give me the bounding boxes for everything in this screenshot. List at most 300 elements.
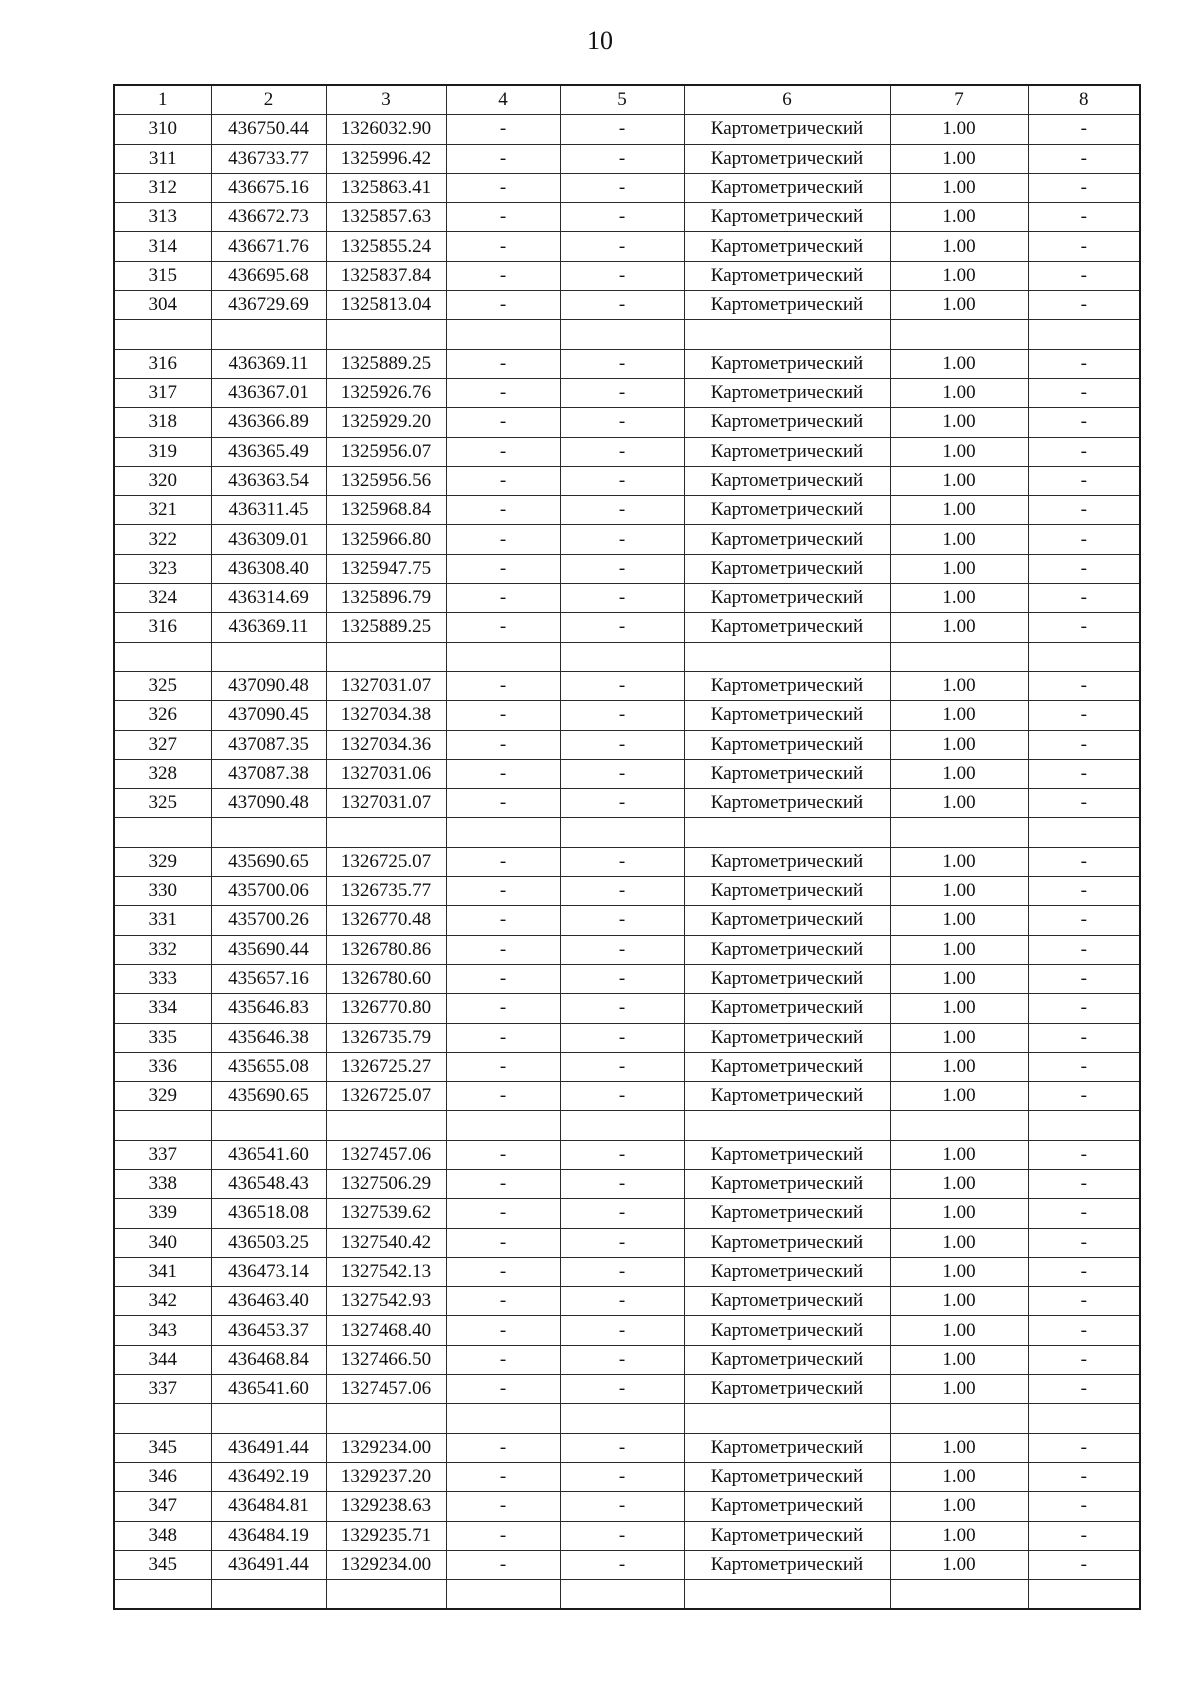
point-number-cell — [114, 1404, 211, 1433]
y-coordinate-cell: 1327542.93 — [326, 1287, 446, 1316]
x-coordinate-cell: 436491.44 — [211, 1550, 326, 1579]
col-4-cell: - — [446, 525, 560, 554]
x-coordinate-cell — [211, 1580, 326, 1610]
col-5-cell: - — [560, 203, 684, 232]
col-5-cell: - — [560, 1550, 684, 1579]
x-coordinate-cell: 436369.11 — [211, 349, 326, 378]
col-5-cell: - — [560, 613, 684, 642]
header-cell-1: 1 — [114, 85, 211, 115]
col-8-cell: - — [1028, 144, 1140, 173]
x-coordinate-cell: 437090.48 — [211, 671, 326, 700]
col-4-cell: - — [446, 554, 560, 583]
table-row — [114, 173, 1140, 202]
x-coordinate-cell: 436311.45 — [211, 496, 326, 525]
y-coordinate-cell — [326, 818, 446, 847]
col-5-cell: - — [560, 1345, 684, 1374]
point-number-cell: 316 — [114, 613, 211, 642]
x-coordinate-cell: 436541.60 — [211, 1140, 326, 1169]
point-number-cell: 312 — [114, 173, 211, 202]
table-row — [114, 1550, 1140, 1579]
y-coordinate-cell: 1327540.42 — [326, 1228, 446, 1257]
col-5-cell: - — [560, 115, 684, 144]
accuracy-cell: 1.00 — [890, 584, 1028, 613]
y-coordinate-cell: 1327031.06 — [326, 759, 446, 788]
y-coordinate-cell: 1325837.84 — [326, 261, 446, 290]
accuracy-cell: 1.00 — [890, 1228, 1028, 1257]
col-4-cell: - — [446, 964, 560, 993]
accuracy-cell: 1.00 — [890, 378, 1028, 407]
col-5-cell: - — [560, 1492, 684, 1521]
method-cell: Картометрический — [684, 906, 890, 935]
col-8-cell — [1028, 818, 1140, 847]
col-8-cell: - — [1028, 964, 1140, 993]
point-number-cell — [114, 320, 211, 349]
method-cell: Картометрический — [684, 1375, 890, 1404]
point-number-cell: 337 — [114, 1140, 211, 1169]
x-coordinate-cell: 436541.60 — [211, 1375, 326, 1404]
table-row — [114, 349, 1140, 378]
header-cell-7: 7 — [890, 85, 1028, 115]
col-8-cell: - — [1028, 994, 1140, 1023]
page-number: 10 — [587, 26, 613, 55]
x-coordinate-cell: 436468.84 — [211, 1345, 326, 1374]
col-8-cell: - — [1028, 115, 1140, 144]
col-4-cell: - — [446, 232, 560, 261]
y-coordinate-cell — [326, 320, 446, 349]
point-number-cell: 321 — [114, 496, 211, 525]
col-4-cell: - — [446, 935, 560, 964]
method-cell — [684, 1404, 890, 1433]
method-cell: Картометрический — [684, 1023, 890, 1052]
y-coordinate-cell: 1325896.79 — [326, 584, 446, 613]
method-cell: Картометрический — [684, 1550, 890, 1579]
col-4-cell: - — [446, 1082, 560, 1111]
accuracy-cell: 1.00 — [890, 1199, 1028, 1228]
x-coordinate-cell — [211, 818, 326, 847]
method-cell: Картометрический — [684, 994, 890, 1023]
method-cell: Картометрический — [684, 291, 890, 320]
col-8-cell: - — [1028, 1316, 1140, 1345]
accuracy-cell: 1.00 — [890, 1345, 1028, 1374]
col-4-cell: - — [446, 1316, 560, 1345]
point-number-cell: 311 — [114, 144, 211, 173]
x-coordinate-cell: 436733.77 — [211, 144, 326, 173]
accuracy-cell: 1.00 — [890, 1257, 1028, 1286]
point-number-cell: 319 — [114, 437, 211, 466]
y-coordinate-cell: 1329234.00 — [326, 1433, 446, 1462]
point-number-cell: 345 — [114, 1550, 211, 1579]
col-5-cell: - — [560, 1316, 684, 1345]
table-row — [114, 408, 1140, 437]
x-coordinate-cell: 436365.49 — [211, 437, 326, 466]
method-cell: Картометрический — [684, 1462, 890, 1491]
col-5-cell: - — [560, 1375, 684, 1404]
table-row — [114, 1521, 1140, 1550]
col-4-cell: - — [446, 115, 560, 144]
y-coordinate-cell: 1325857.63 — [326, 203, 446, 232]
point-number-cell: 334 — [114, 994, 211, 1023]
table-row — [114, 1287, 1140, 1316]
point-number-cell: 331 — [114, 906, 211, 935]
x-coordinate-cell: 436484.19 — [211, 1521, 326, 1550]
accuracy-cell: 1.00 — [890, 613, 1028, 642]
accuracy-cell: 1.00 — [890, 847, 1028, 876]
table-body — [114, 85, 1140, 1609]
x-coordinate-cell: 436672.73 — [211, 203, 326, 232]
col-8-cell: - — [1028, 1023, 1140, 1052]
table-row — [114, 671, 1140, 700]
method-cell: Картометрический — [684, 525, 890, 554]
accuracy-cell: 1.00 — [890, 437, 1028, 466]
col-4-cell: - — [446, 1345, 560, 1374]
method-cell: Картометрический — [684, 935, 890, 964]
method-cell — [684, 1580, 890, 1610]
method-cell: Картометрический — [684, 496, 890, 525]
y-coordinate-cell: 1327468.40 — [326, 1316, 446, 1345]
table-row — [114, 1462, 1140, 1491]
x-coordinate-cell: 436675.16 — [211, 173, 326, 202]
x-coordinate-cell: 436492.19 — [211, 1462, 326, 1491]
point-number-cell: 329 — [114, 847, 211, 876]
accuracy-cell: 1.00 — [890, 261, 1028, 290]
method-cell: Картометрический — [684, 759, 890, 788]
table-row-separator — [114, 1404, 1140, 1433]
header-cell-5: 5 — [560, 85, 684, 115]
col-8-cell: - — [1028, 378, 1140, 407]
col-5-cell: - — [560, 1140, 684, 1169]
table-row — [114, 1052, 1140, 1081]
col-4-cell: - — [446, 1433, 560, 1462]
y-coordinate-cell: 1325968.84 — [326, 496, 446, 525]
coordinates-table — [113, 84, 1141, 1610]
method-cell: Картометрический — [684, 203, 890, 232]
col-8-cell: - — [1028, 1375, 1140, 1404]
accuracy-cell: 1.00 — [890, 1082, 1028, 1111]
point-number-cell: 315 — [114, 261, 211, 290]
col-5-cell — [560, 1111, 684, 1140]
accuracy-cell: 1.00 — [890, 964, 1028, 993]
col-5-cell: - — [560, 964, 684, 993]
x-coordinate-cell: 436518.08 — [211, 1199, 326, 1228]
x-coordinate-cell: 437087.38 — [211, 759, 326, 788]
method-cell: Картометрический — [684, 1228, 890, 1257]
col-8-cell: - — [1028, 789, 1140, 818]
method-cell — [684, 818, 890, 847]
col-5-cell: - — [560, 759, 684, 788]
col-5-cell: - — [560, 1228, 684, 1257]
table-row — [114, 1199, 1140, 1228]
accuracy-cell: 1.00 — [890, 701, 1028, 730]
table-row — [114, 789, 1140, 818]
y-coordinate-cell: 1327506.29 — [326, 1169, 446, 1198]
accuracy-cell: 1.00 — [890, 203, 1028, 232]
method-cell: Картометрический — [684, 1052, 890, 1081]
y-coordinate-cell: 1326770.80 — [326, 994, 446, 1023]
x-coordinate-cell: 435655.08 — [211, 1052, 326, 1081]
table-row — [114, 847, 1140, 876]
header-cell-2: 2 — [211, 85, 326, 115]
col-8-cell: - — [1028, 1169, 1140, 1198]
x-coordinate-cell: 435690.65 — [211, 1082, 326, 1111]
x-coordinate-cell — [211, 1111, 326, 1140]
table-row — [114, 232, 1140, 261]
x-coordinate-cell: 435646.83 — [211, 994, 326, 1023]
accuracy-cell: 1.00 — [890, 1023, 1028, 1052]
col-4-cell: - — [446, 1052, 560, 1081]
accuracy-cell: 1.00 — [890, 291, 1028, 320]
col-8-cell: - — [1028, 466, 1140, 495]
col-4-cell: - — [446, 1550, 560, 1579]
col-8-cell: - — [1028, 877, 1140, 906]
col-8-cell: - — [1028, 1228, 1140, 1257]
col-8-cell — [1028, 1580, 1140, 1610]
table-row — [114, 935, 1140, 964]
y-coordinate-cell: 1327031.07 — [326, 671, 446, 700]
col-8-cell — [1028, 320, 1140, 349]
point-number-cell: 342 — [114, 1287, 211, 1316]
point-number-cell: 335 — [114, 1023, 211, 1052]
y-coordinate-cell — [326, 1580, 446, 1610]
col-4-cell: - — [446, 1462, 560, 1491]
method-cell: Картометрический — [684, 847, 890, 876]
point-number-cell: 346 — [114, 1462, 211, 1491]
method-cell: Картометрический — [684, 1199, 890, 1228]
col-5-cell: - — [560, 1433, 684, 1462]
point-number-cell: 338 — [114, 1169, 211, 1198]
accuracy-cell: 1.00 — [890, 1375, 1028, 1404]
accuracy-cell: 1.00 — [890, 730, 1028, 759]
col-8-cell: - — [1028, 1462, 1140, 1491]
method-cell: Картометрический — [684, 789, 890, 818]
method-cell: Картометрический — [684, 466, 890, 495]
point-number-cell: 320 — [114, 466, 211, 495]
accuracy-cell — [890, 1111, 1028, 1140]
y-coordinate-cell: 1326725.27 — [326, 1052, 446, 1081]
col-4-cell: - — [446, 671, 560, 700]
method-cell: Картометрический — [684, 378, 890, 407]
point-number-cell: 343 — [114, 1316, 211, 1345]
col-8-cell: - — [1028, 437, 1140, 466]
x-coordinate-cell — [211, 1404, 326, 1433]
table-row — [114, 759, 1140, 788]
col-5-cell: - — [560, 291, 684, 320]
y-coordinate-cell: 1326735.77 — [326, 877, 446, 906]
col-5-cell: - — [560, 349, 684, 378]
col-4-cell: - — [446, 349, 560, 378]
col-4-cell — [446, 1580, 560, 1610]
y-coordinate-cell: 1325863.41 — [326, 173, 446, 202]
method-cell: Картометрический — [684, 730, 890, 759]
y-coordinate-cell: 1326780.86 — [326, 935, 446, 964]
method-cell: Картометрический — [684, 671, 890, 700]
table-row — [114, 730, 1140, 759]
col-4-cell: - — [446, 730, 560, 759]
col-5-cell: - — [560, 1023, 684, 1052]
col-5-cell — [560, 818, 684, 847]
y-coordinate-cell — [326, 1404, 446, 1433]
x-coordinate-cell: 437087.35 — [211, 730, 326, 759]
col-5-cell: - — [560, 408, 684, 437]
point-number-cell: 317 — [114, 378, 211, 407]
point-number-cell — [114, 642, 211, 671]
col-4-cell: - — [446, 789, 560, 818]
point-number-cell: 337 — [114, 1375, 211, 1404]
method-cell — [684, 642, 890, 671]
accuracy-cell: 1.00 — [890, 115, 1028, 144]
x-coordinate-cell: 435700.26 — [211, 906, 326, 935]
col-8-cell: - — [1028, 1433, 1140, 1462]
col-4-cell: - — [446, 1287, 560, 1316]
table-row-separator — [114, 1580, 1140, 1610]
col-4-cell: - — [446, 613, 560, 642]
col-8-cell — [1028, 642, 1140, 671]
col-8-cell: - — [1028, 730, 1140, 759]
accuracy-cell: 1.00 — [890, 789, 1028, 818]
y-coordinate-cell: 1326780.60 — [326, 964, 446, 993]
accuracy-cell: 1.00 — [890, 1492, 1028, 1521]
x-coordinate-cell: 436548.43 — [211, 1169, 326, 1198]
accuracy-cell: 1.00 — [890, 1550, 1028, 1579]
col-8-cell: - — [1028, 349, 1140, 378]
method-cell: Картометрический — [684, 613, 890, 642]
x-coordinate-cell: 436309.01 — [211, 525, 326, 554]
x-coordinate-cell: 436473.14 — [211, 1257, 326, 1286]
header-cell-3: 3 — [326, 85, 446, 115]
method-cell: Картометрический — [684, 408, 890, 437]
col-5-cell: - — [560, 730, 684, 759]
x-coordinate-cell: 435700.06 — [211, 877, 326, 906]
accuracy-cell: 1.00 — [890, 1433, 1028, 1462]
col-4-cell — [446, 1404, 560, 1433]
col-5-cell: - — [560, 1257, 684, 1286]
col-8-cell: - — [1028, 1052, 1140, 1081]
col-4-cell: - — [446, 203, 560, 232]
x-coordinate-cell: 435690.44 — [211, 935, 326, 964]
table-row — [114, 1492, 1140, 1521]
col-4-cell: - — [446, 906, 560, 935]
table-header-row — [114, 85, 1140, 115]
table-row-separator — [114, 320, 1140, 349]
col-8-cell: - — [1028, 759, 1140, 788]
x-coordinate-cell: 436463.40 — [211, 1287, 326, 1316]
col-8-cell: - — [1028, 584, 1140, 613]
col-5-cell — [560, 1404, 684, 1433]
y-coordinate-cell: 1325956.07 — [326, 437, 446, 466]
point-number-cell: 310 — [114, 115, 211, 144]
x-coordinate-cell — [211, 320, 326, 349]
col-8-cell: - — [1028, 408, 1140, 437]
method-cell: Картометрический — [684, 261, 890, 290]
col-5-cell: - — [560, 1052, 684, 1081]
col-8-cell: - — [1028, 1199, 1140, 1228]
col-5-cell: - — [560, 994, 684, 1023]
table-row — [114, 1433, 1140, 1462]
col-8-cell: - — [1028, 1140, 1140, 1169]
y-coordinate-cell: 1326725.07 — [326, 847, 446, 876]
table-row — [114, 1345, 1140, 1374]
col-8-cell: - — [1028, 1287, 1140, 1316]
col-4-cell: - — [446, 1492, 560, 1521]
point-number-cell: 325 — [114, 789, 211, 818]
col-4-cell: - — [446, 408, 560, 437]
accuracy-cell: 1.00 — [890, 232, 1028, 261]
col-8-cell: - — [1028, 173, 1140, 202]
accuracy-cell: 1.00 — [890, 935, 1028, 964]
y-coordinate-cell: 1325926.76 — [326, 378, 446, 407]
table-row — [114, 378, 1140, 407]
table-row — [114, 1023, 1140, 1052]
y-coordinate-cell: 1327034.36 — [326, 730, 446, 759]
x-coordinate-cell: 435657.16 — [211, 964, 326, 993]
point-number-cell: 329 — [114, 1082, 211, 1111]
col-8-cell: - — [1028, 1257, 1140, 1286]
col-5-cell: - — [560, 378, 684, 407]
col-8-cell: - — [1028, 701, 1140, 730]
y-coordinate-cell: 1327457.06 — [326, 1140, 446, 1169]
x-coordinate-cell: 436671.76 — [211, 232, 326, 261]
header-cell-4: 4 — [446, 85, 560, 115]
col-4-cell: - — [446, 701, 560, 730]
y-coordinate-cell: 1325813.04 — [326, 291, 446, 320]
col-4-cell: - — [446, 994, 560, 1023]
col-5-cell — [560, 320, 684, 349]
y-coordinate-cell: 1325929.20 — [326, 408, 446, 437]
table-row — [114, 261, 1140, 290]
col-5-cell: - — [560, 1521, 684, 1550]
point-number-cell: 341 — [114, 1257, 211, 1286]
col-5-cell — [560, 642, 684, 671]
col-4-cell: - — [446, 584, 560, 613]
col-8-cell: - — [1028, 525, 1140, 554]
x-coordinate-cell: 436369.11 — [211, 613, 326, 642]
table-row — [114, 437, 1140, 466]
table-row — [114, 144, 1140, 173]
y-coordinate-cell — [326, 642, 446, 671]
table-row — [114, 1375, 1140, 1404]
col-4-cell: - — [446, 1199, 560, 1228]
table-row — [114, 1169, 1140, 1198]
col-4-cell: - — [446, 1257, 560, 1286]
table-row — [114, 613, 1140, 642]
y-coordinate-cell: 1327466.50 — [326, 1345, 446, 1374]
y-coordinate-cell — [326, 1111, 446, 1140]
method-cell: Картометрический — [684, 1521, 890, 1550]
y-coordinate-cell: 1325947.75 — [326, 554, 446, 583]
table-row — [114, 1316, 1140, 1345]
x-coordinate-cell: 437090.48 — [211, 789, 326, 818]
col-4-cell: - — [446, 1375, 560, 1404]
point-number-cell: 339 — [114, 1199, 211, 1228]
x-coordinate-cell: 436314.69 — [211, 584, 326, 613]
col-5-cell: - — [560, 466, 684, 495]
point-number-cell: 347 — [114, 1492, 211, 1521]
col-5-cell: - — [560, 906, 684, 935]
col-5-cell: - — [560, 1169, 684, 1198]
col-5-cell: - — [560, 144, 684, 173]
col-8-cell: - — [1028, 554, 1140, 583]
y-coordinate-cell: 1329234.00 — [326, 1550, 446, 1579]
point-number-cell — [114, 818, 211, 847]
x-coordinate-cell: 436729.69 — [211, 291, 326, 320]
accuracy-cell: 1.00 — [890, 408, 1028, 437]
col-8-cell — [1028, 1111, 1140, 1140]
method-cell: Картометрический — [684, 554, 890, 583]
col-5-cell: - — [560, 437, 684, 466]
col-4-cell: - — [446, 144, 560, 173]
col-4-cell: - — [446, 437, 560, 466]
col-5-cell: - — [560, 232, 684, 261]
method-cell: Картометрический — [684, 701, 890, 730]
